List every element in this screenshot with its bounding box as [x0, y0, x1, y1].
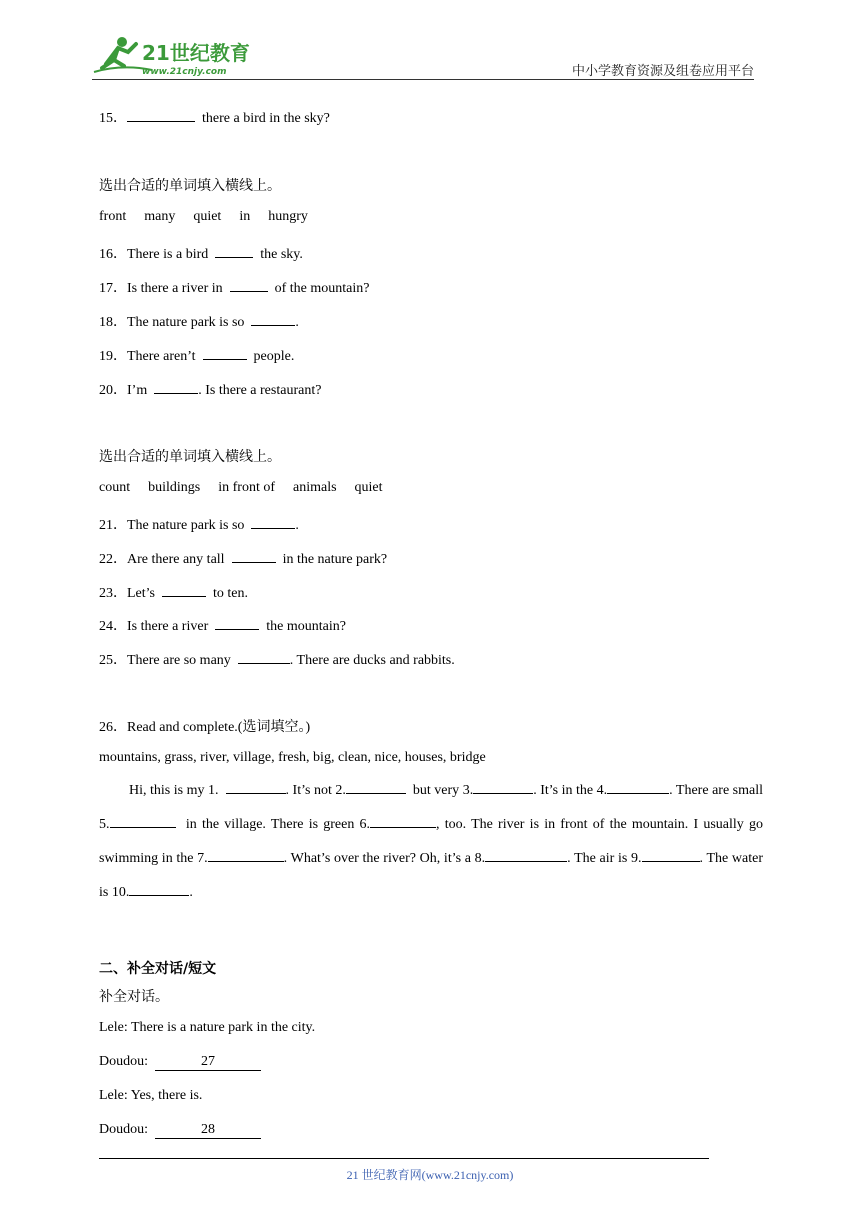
question-16: 16．There is a bird the sky. — [99, 247, 303, 262]
question-19: 19．There aren’t people. — [99, 349, 295, 364]
question-20: 20．I’m . Is there a restaurant? — [99, 383, 322, 398]
answer-blank[interactable] — [127, 109, 195, 122]
question-18: 18．The nature park is so . — [99, 315, 299, 330]
question-26-passage: Hi, this is my 1. . It’s not 2. but very 3. . It’s in the 4. . There are small 5. in the village. There is green 6. , too. The river is in front of the mountain. I usually go swimming in the 7. . What’s over the river? Oh, it’s a 8. . The air is 9. . The water is 10. . — [99, 783, 764, 900]
footer-text: 21 世纪教育网(www.21cnjy.com) — [346, 1168, 514, 1182]
word-bank-b: count buildings in front of animals quiet — [99, 480, 383, 495]
question-15: 15． there a bird in the sky? — [99, 111, 330, 126]
question-26-title: 26．Read and complete.(选词填空。) — [99, 720, 311, 735]
question-26-words: mountains, grass, river, village, fresh, big, clean, nice, houses, bridge — [99, 750, 486, 765]
question-17: 17．Is there a river in of the mountain? — [99, 281, 370, 296]
instruction-a: 选出合适的单词填入横线上。 — [99, 179, 281, 194]
instruction-b: 选出合适的单词填入横线上。 — [99, 450, 281, 465]
question-22: 22．Are there any tall in the nature park? — [99, 552, 388, 567]
section-2-heading: 二、补全对话/短文 — [99, 961, 217, 977]
question-25: 25．There are so many . There are ducks and rabbits. — [99, 653, 455, 668]
word-bank-a: front many quiet in hungry — [99, 209, 308, 224]
question-24: 24．Is there a river the mountain? — [99, 619, 346, 634]
header-divider — [92, 79, 754, 80]
footer-divider — [99, 1158, 709, 1159]
dialogue-line-1: Lele: There is a nature park in the city. — [99, 1020, 316, 1035]
dialogue-line-2: Doudou: 27 — [99, 1054, 261, 1071]
site-logo — [92, 34, 262, 80]
dialogue-line-3: Lele: Yes, there is. — [99, 1088, 203, 1103]
question-21: 21．The nature park is so . — [99, 518, 299, 533]
question-23: 23．Let’s to ten. — [99, 586, 248, 601]
answer-blank-27[interactable]: 27 — [155, 1054, 261, 1071]
logo-text: 21世纪教育 — [142, 41, 250, 65]
logo-url: www.21cnjy.com — [142, 67, 227, 77]
header-platform-text: 中小学教育资源及组卷应用平台 — [571, 63, 754, 78]
answer-blank-28[interactable]: 28 — [155, 1122, 261, 1139]
dialogue-line-4: Doudou: 28 — [99, 1122, 261, 1139]
section-2-instruction: 补全对话。 — [99, 990, 169, 1005]
